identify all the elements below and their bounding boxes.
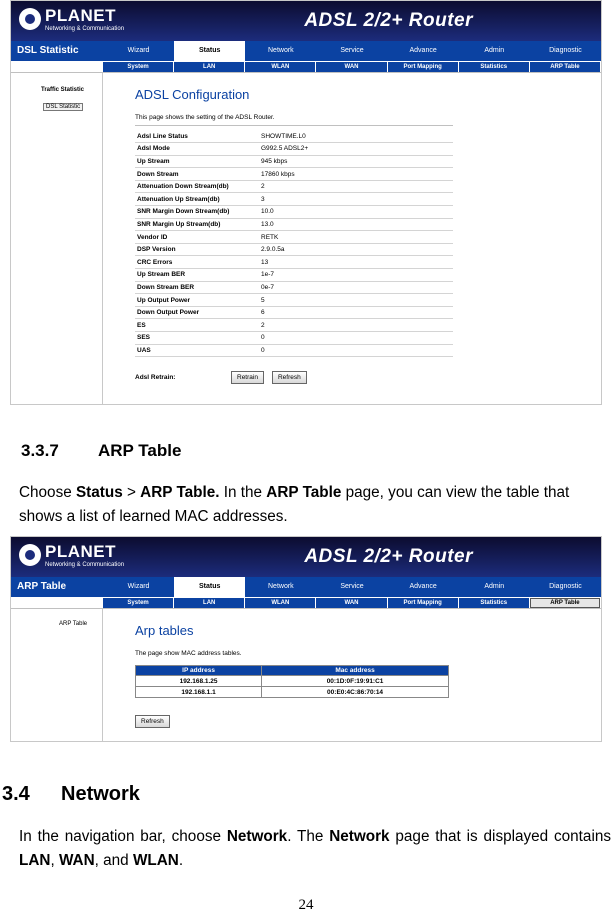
tab-wizard[interactable]: Wizard xyxy=(127,583,150,590)
main-content xyxy=(135,73,591,404)
table-row xyxy=(135,306,453,319)
subtab-statistics[interactable]: Statistics xyxy=(459,598,529,608)
heading-3-4 xyxy=(2,783,140,806)
tab-status[interactable]: Status xyxy=(174,41,245,61)
row-value: 10.0 xyxy=(259,206,453,219)
row-label: Attenuation Up Stream(db) xyxy=(135,193,259,206)
row-label: Down Stream BER xyxy=(135,281,259,294)
heading-3-3-7 xyxy=(21,441,181,461)
page-title: ADSL Configuration xyxy=(135,87,250,102)
page-title: Arp tables xyxy=(135,623,194,638)
table-row xyxy=(135,180,453,193)
row-label: Down Output Power xyxy=(135,306,259,319)
section-title: DSL Statistic xyxy=(17,45,79,56)
mac-address-cell: 00:E0:4C:86:70:14 xyxy=(262,687,449,698)
subtab-system[interactable]: System xyxy=(103,598,173,608)
row-value: 17860 kbps xyxy=(259,168,453,181)
subtab-arp-table[interactable]: ARP Table xyxy=(530,62,600,72)
text-run: page that is displayed contains xyxy=(389,828,611,845)
planet-logo-icon xyxy=(19,544,41,566)
logo-tagline: Networking & Communication xyxy=(45,26,125,32)
tab-network[interactable]: Network xyxy=(268,583,294,590)
tab-diagnostic[interactable]: Diagnostic xyxy=(549,583,582,590)
table-row xyxy=(135,143,453,156)
text-run: In the navigation bar, choose xyxy=(19,828,227,845)
table-row xyxy=(135,206,453,219)
table-row xyxy=(135,155,453,168)
table-row xyxy=(135,130,453,143)
sidebar-item-dsl-statistic[interactable]: DSL Statistic xyxy=(43,103,83,111)
main-tabs xyxy=(103,577,601,597)
tab-service[interactable]: Service xyxy=(340,583,364,590)
table-row xyxy=(135,168,453,181)
heading-number: 3.4 xyxy=(2,783,30,805)
row-label: Up Stream xyxy=(135,155,259,168)
table-row xyxy=(135,269,453,282)
subtab-lan[interactable]: LAN xyxy=(174,598,244,608)
paragraph-arp-table xyxy=(19,481,611,528)
row-value: 1e-7 xyxy=(259,269,453,282)
row-value: 13 xyxy=(259,256,453,269)
row-value: 6 xyxy=(259,306,453,319)
subtab-wlan[interactable]: WLAN xyxy=(245,62,315,72)
retrain-label: Adsl Retrain: xyxy=(135,374,176,382)
router-brand: ADSL 2/2+ Router xyxy=(304,10,473,31)
table-row xyxy=(135,332,453,345)
text-run: , xyxy=(50,851,59,869)
table-row xyxy=(135,193,453,206)
row-value: 2 xyxy=(259,180,453,193)
row-label: CRC Errors xyxy=(135,256,259,269)
arp-table xyxy=(135,665,449,698)
row-label: Vendor ID xyxy=(135,231,259,244)
section-title: ARP Table xyxy=(17,581,67,592)
row-value: 13.0 xyxy=(259,218,453,231)
sub-tabs xyxy=(103,598,600,608)
text-run: . The xyxy=(287,828,330,845)
screenshot-adsl-configuration xyxy=(10,0,602,405)
table-row xyxy=(135,243,453,256)
adsl-status-table xyxy=(135,130,453,357)
subtab-statistics[interactable]: Statistics xyxy=(459,62,529,72)
heading-title: Network xyxy=(61,783,140,805)
row-value: 3 xyxy=(259,193,453,206)
bold-term: Status xyxy=(75,484,123,501)
bold-term: Network xyxy=(226,828,288,845)
table-row xyxy=(135,319,453,332)
subtab-system[interactable]: System xyxy=(103,62,173,72)
table-row xyxy=(135,218,453,231)
tab-status[interactable]: Status xyxy=(174,577,245,597)
tab-wizard[interactable]: Wizard xyxy=(127,47,150,54)
main-tabs xyxy=(103,41,601,61)
row-label: UAS xyxy=(135,344,259,357)
page-number: 24 xyxy=(298,897,314,913)
sub-nav xyxy=(11,61,601,73)
subtab-lan[interactable]: LAN xyxy=(174,62,244,72)
row-label: Adsl Mode xyxy=(135,143,259,156)
row-value: SHOWTIME.L0 xyxy=(259,130,453,143)
text-run: Choose xyxy=(19,484,76,501)
planet-logo xyxy=(19,6,129,36)
page-description: The page show MAC address tables. xyxy=(135,650,242,657)
table-row xyxy=(135,281,453,294)
main-content xyxy=(135,609,591,741)
row-value: G992.5 ADSL2+ xyxy=(259,143,453,156)
table-row xyxy=(135,344,453,357)
heading-number: 3.3.7 xyxy=(21,441,59,460)
subtab-wlan[interactable]: WLAN xyxy=(245,598,315,608)
heading-title: ARP Table xyxy=(98,441,182,460)
page-description: This page shows the setting of the ADSL Router. xyxy=(135,114,275,121)
row-label: Down Stream xyxy=(135,168,259,181)
text-run: . xyxy=(178,851,184,869)
tab-advance[interactable]: Advance xyxy=(409,47,437,54)
row-value: 0e-7 xyxy=(259,281,453,294)
bold-term: LAN xyxy=(19,851,51,869)
logo-name: PLANET xyxy=(45,6,116,25)
retrain-button[interactable]: Retrain xyxy=(231,371,264,384)
text-run: > xyxy=(122,484,141,501)
table-row xyxy=(135,231,453,244)
row-value: 5 xyxy=(259,294,453,307)
row-label: ES xyxy=(135,319,259,332)
refresh-button[interactable]: Refresh xyxy=(135,715,170,728)
table-row xyxy=(136,687,449,698)
planet-logo-icon xyxy=(19,8,41,30)
router-header xyxy=(11,537,601,577)
tab-admin[interactable]: Admin xyxy=(484,47,505,54)
row-label: SES xyxy=(135,332,259,345)
row-value: RETK xyxy=(259,231,453,244)
bold-term: ARP Table. xyxy=(140,484,220,501)
main-nav xyxy=(11,41,601,61)
sub-tabs xyxy=(103,62,600,72)
logo-tagline: Networking & Communication xyxy=(45,562,125,568)
bold-term: WLAN xyxy=(132,851,179,869)
router-brand: ADSL 2/2+ Router xyxy=(304,546,473,567)
row-label: Up Stream BER xyxy=(135,269,259,282)
sub-nav xyxy=(11,597,601,609)
text-run: page, you can view the table that shows a list of learned MAC addresses. xyxy=(19,484,570,525)
row-label: DSP Version xyxy=(135,243,259,256)
subtab-port-mapping[interactable]: Port Mapping xyxy=(388,62,458,72)
tab-admin[interactable]: Admin xyxy=(484,583,505,590)
sidebar-item-arp-table[interactable]: ARP Table xyxy=(59,621,88,627)
tab-network[interactable]: Network xyxy=(268,47,294,54)
refresh-button[interactable]: Refresh xyxy=(272,371,307,384)
tab-advance[interactable]: Advance xyxy=(409,583,437,590)
row-value: 945 kbps xyxy=(259,155,453,168)
screenshot-arp-table xyxy=(10,536,602,742)
row-label: SNR Margin Down Stream(db) xyxy=(135,206,259,219)
bold-term: Network xyxy=(329,828,390,845)
router-header xyxy=(11,1,601,41)
sidebar xyxy=(11,73,103,404)
row-value: 0 xyxy=(259,332,453,345)
subtab-port-mapping[interactable]: Port Mapping xyxy=(388,598,458,608)
mac-address-cell: 00:1D:0F:19:91:C1 xyxy=(262,676,449,687)
column-header-ip-address: IP address xyxy=(136,666,262,676)
bold-term: ARP Table xyxy=(266,484,342,501)
row-value: 2 xyxy=(259,319,453,332)
ip-address-cell: 192.168.1.1 xyxy=(136,687,262,698)
row-label: Adsl Line Status xyxy=(135,130,259,143)
retrain-row xyxy=(135,371,591,384)
main-nav xyxy=(11,577,601,597)
subtab-arp-table[interactable]: ARP Table xyxy=(530,598,600,608)
tab-diagnostic[interactable]: Diagnostic xyxy=(549,47,582,54)
table-row xyxy=(136,676,449,687)
row-value: 2.9.0.5a xyxy=(259,243,453,256)
table-row xyxy=(135,256,453,269)
divider xyxy=(135,125,453,126)
subtab-wan[interactable]: WAN xyxy=(316,62,386,72)
planet-logo xyxy=(19,542,129,572)
paragraph-network xyxy=(19,825,611,872)
text-run: , and xyxy=(94,851,133,869)
logo-name: PLANET xyxy=(45,542,116,561)
column-header-mac-address: Mac address xyxy=(262,666,449,676)
ip-address-cell: 192.168.1.25 xyxy=(136,676,262,687)
subtab-wan[interactable]: WAN xyxy=(316,598,386,608)
tab-service[interactable]: Service xyxy=(340,47,364,54)
row-label: SNR Margin Up Stream(db) xyxy=(135,218,259,231)
sidebar xyxy=(11,609,103,741)
row-label: Up Output Power xyxy=(135,294,259,307)
row-label: Attenuation Down Stream(db) xyxy=(135,180,259,193)
sidebar-title: Traffic Statistic xyxy=(41,87,85,93)
table-row xyxy=(135,294,453,307)
text-run: In the xyxy=(219,484,267,501)
bold-term: WAN xyxy=(58,851,95,869)
row-value: 0 xyxy=(259,344,453,357)
